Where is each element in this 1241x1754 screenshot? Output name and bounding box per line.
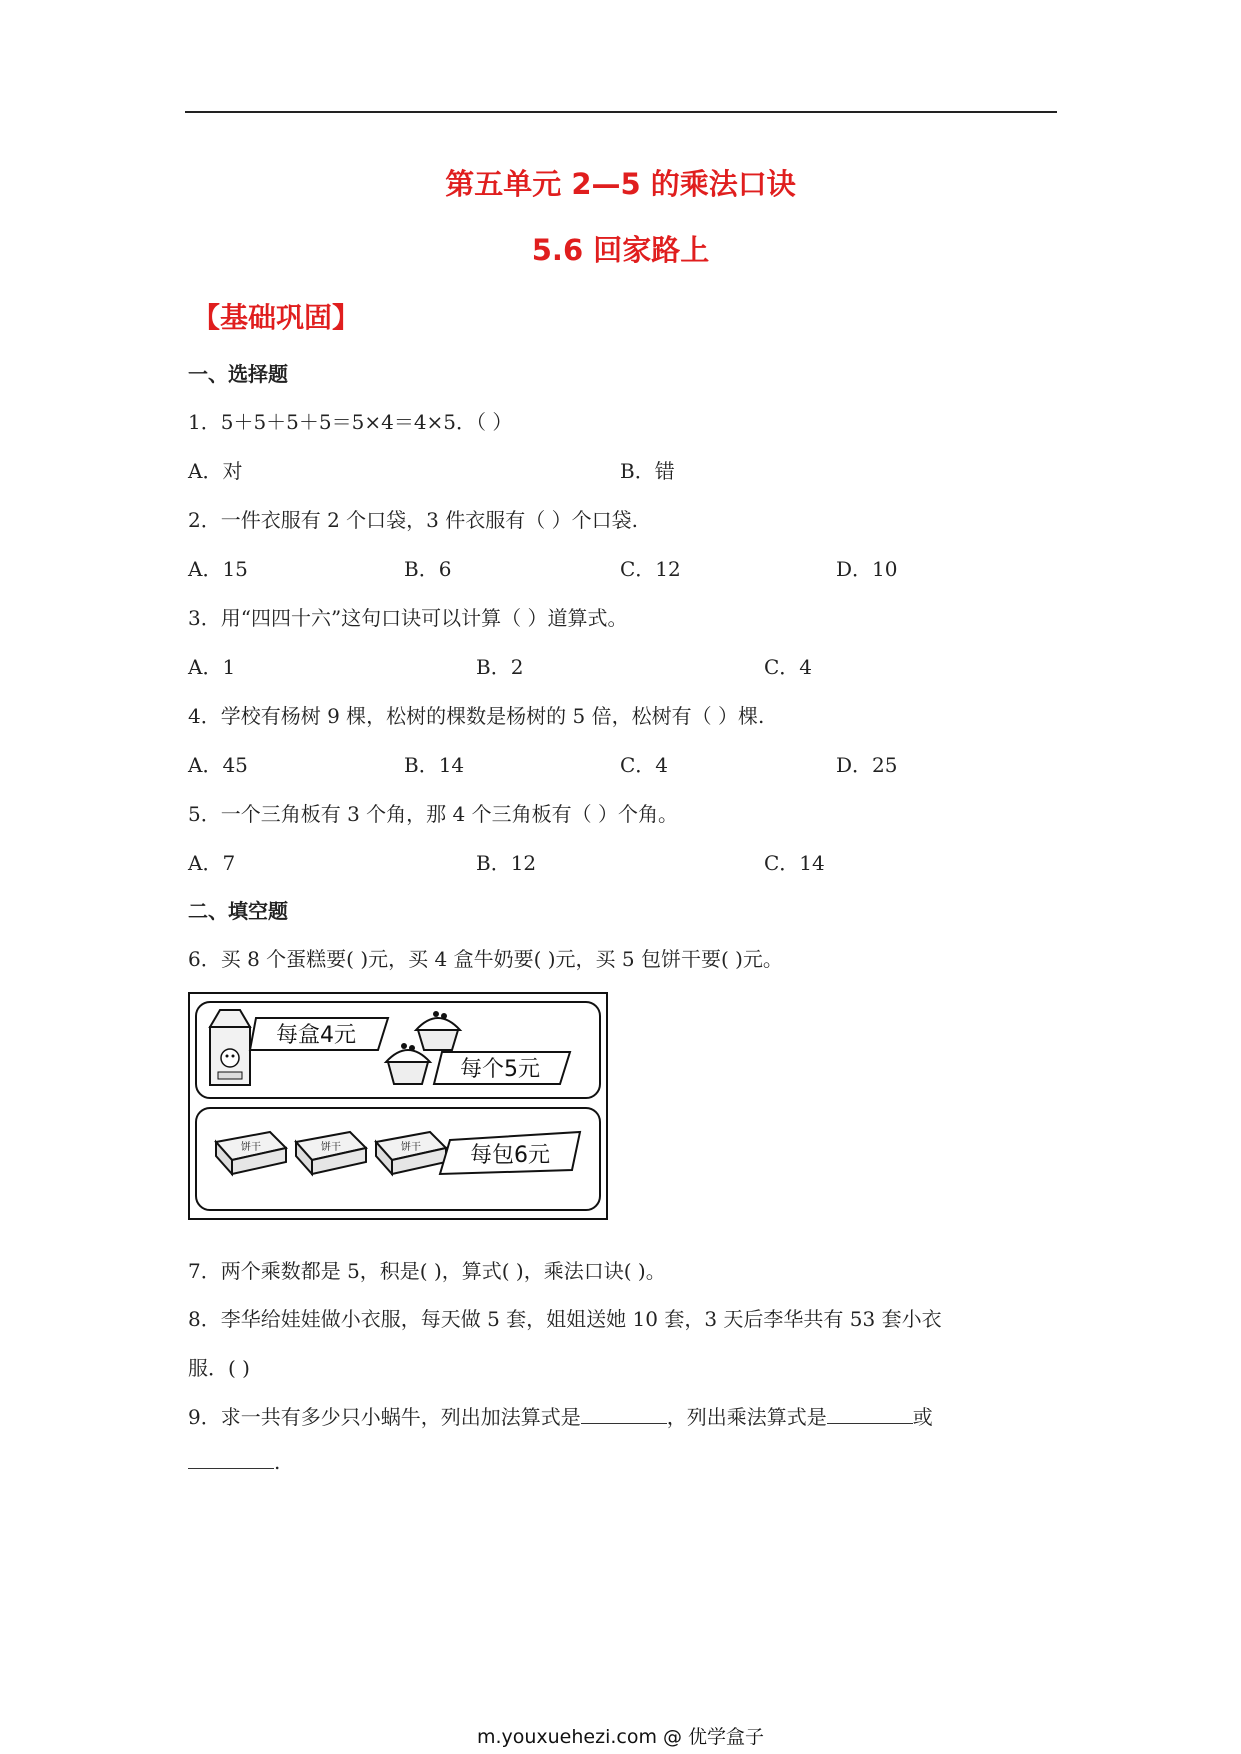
price-illustration: [188, 992, 608, 1220]
biscuit-price-text: 每包6元: [470, 1143, 550, 1168]
question-6: 6．买 8 个蛋糕要( )元，买 4 盒牛奶要( )元，买 5 包饼干要( )元。: [188, 947, 783, 971]
q3-option-c[interactable]: C．4: [764, 655, 813, 679]
svg-text:饼干: 饼干: [241, 1142, 261, 1153]
unit-title: 第五单元 2—5 的乘法口诀: [445, 167, 796, 201]
section-badge: 【基础巩固】: [192, 301, 361, 334]
lesson-title: 5.6 回家路上: [531, 233, 710, 267]
question-7: 7．两个乘数都是 5，积是( )，算式( )，乘法口诀( )。: [188, 1259, 666, 1283]
q4-option-d[interactable]: D．25: [836, 753, 898, 777]
q5-option-c[interactable]: C．14: [764, 851, 825, 875]
q9-text-1: 9．求一共有多少只小蜗牛，列出加法算式是: [188, 1405, 581, 1429]
q9-blank-addition[interactable]: [581, 1405, 667, 1424]
cake-price-text: 每个5元: [460, 1057, 540, 1082]
q9-blank-multiplication-2[interactable]: [188, 1450, 274, 1469]
q3-option-a[interactable]: A．1: [188, 655, 236, 679]
q2-option-b[interactable]: B．6: [404, 557, 452, 581]
q5-option-a[interactable]: A．7: [188, 851, 236, 875]
q2-option-a[interactable]: A．15: [188, 557, 248, 581]
footer-watermark: m.youxuehezi.com @ 优学盒子: [476, 1726, 765, 1748]
question-1: 1．5＋5＋5＋5＝5×4＝4×5．（ ）: [188, 410, 513, 434]
q1-option-a[interactable]: A．对: [188, 459, 243, 483]
q4-option-a[interactable]: A．45: [188, 753, 248, 777]
q9-text-2: ，列出乘法算式是: [666, 1405, 827, 1429]
section-heading-fill: 二、填空题: [188, 899, 288, 923]
q5-option-b[interactable]: B．12: [476, 851, 537, 875]
q9-text-4: .: [274, 1450, 281, 1474]
section-heading-choice: 一、选择题: [188, 362, 288, 386]
q4-option-b[interactable]: B．14: [404, 753, 465, 777]
question-3: 3．用“四四十六”这句口诀可以计算（ ）道算式。: [188, 606, 628, 630]
question-4: 4．学校有杨树 9 棵，松树的棵数是杨树的 5 倍，松树有（ ）棵.: [188, 704, 765, 728]
milk-carton-icon: [210, 1010, 250, 1085]
svg-text:饼干: 饼干: [401, 1142, 421, 1153]
svg-text:饼干: 饼干: [321, 1142, 341, 1153]
q4-option-c[interactable]: C．4: [620, 753, 669, 777]
q2-option-c[interactable]: C．12: [620, 557, 681, 581]
question-9-line-1: [188, 1401, 933, 1430]
question-8-line-2: 服．( ): [188, 1356, 250, 1380]
question-5: 5．一个三角板有 3 个角，那 4 个三角板有（ ）个角。: [188, 802, 678, 826]
milk-price-text: 每盒4元: [276, 1023, 356, 1048]
q9-blank-multiplication-1[interactable]: [827, 1405, 913, 1424]
q9-text-3: 或: [912, 1405, 933, 1429]
question-9-line-2: [188, 1450, 280, 1474]
header-rule: [185, 111, 1057, 113]
question-8-line-1: 8．李华给娃娃做小衣服，每天做 5 套，姐姐送她 10 套，3 天后李华共有 53 套小衣: [188, 1307, 942, 1331]
q3-option-b[interactable]: B．2: [476, 655, 524, 679]
q2-option-d[interactable]: D．10: [836, 557, 898, 581]
q1-option-b[interactable]: B．错: [620, 459, 675, 483]
question-2: 2．一件衣服有 2 个口袋，3 件衣服有（ ）个口袋.: [188, 508, 638, 532]
